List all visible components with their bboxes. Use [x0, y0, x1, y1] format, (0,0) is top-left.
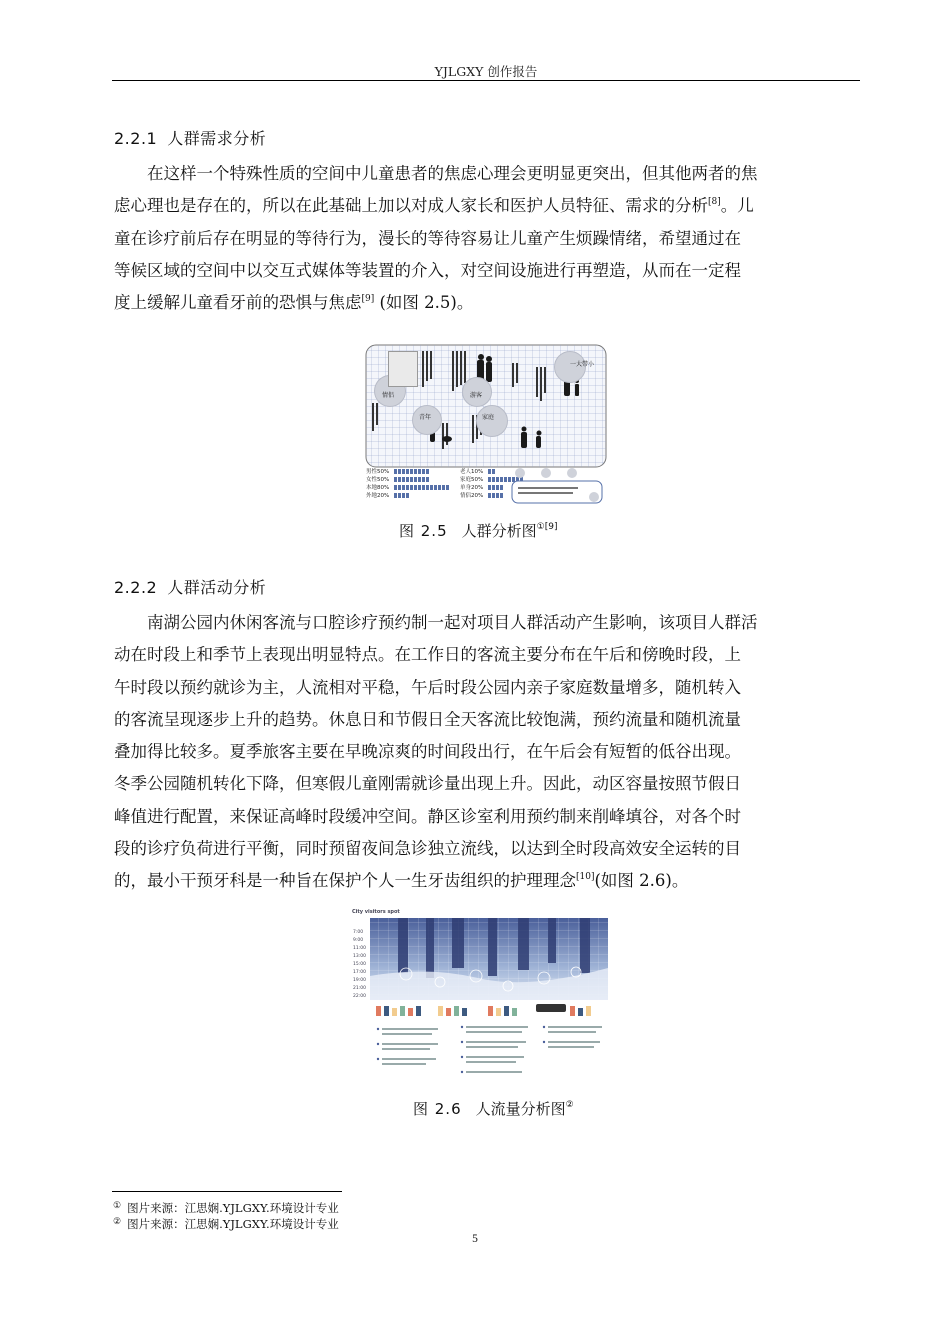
figure-caption-2-5: [399, 520, 557, 541]
para-line: 午时段以预约就诊为主，人流相对平稳，午后时段公园内亲子家庭数量增多，随机转入: [114, 677, 741, 697]
footnote-2: [113, 1216, 339, 1232]
time-label: 7:00: [353, 930, 364, 935]
para-line: 度上缓解儿童看牙前的恐惧与焦虑[9] (如图 2.5)。: [114, 293, 474, 313]
figure-label: 图 2.5: [399, 522, 448, 540]
footnote-mark: ②: [113, 1217, 122, 1227]
time-label: 13:00: [353, 954, 366, 959]
section-number: 2.2.1: [114, 129, 158, 148]
tag-adult-child: 一大带小: [570, 361, 595, 368]
section-title: 人群活动分析: [167, 578, 267, 597]
figure-title: 人群分析图: [461, 522, 537, 540]
footnote-rule: [112, 1191, 342, 1192]
header-rule: [112, 80, 860, 81]
footnote-mark: ②: [565, 1100, 574, 1110]
stats-left: [366, 467, 450, 499]
category-circle: [476, 405, 508, 437]
paragraph-crowd-activity: [114, 607, 860, 898]
citation-ref: [9]: [361, 294, 375, 305]
para-line: 虑心理也是存在的，所以在此基础上加以对成人家长和医护人员特征、需求的分析[8]。儿: [114, 196, 754, 216]
footnote-mark: ①: [536, 522, 545, 532]
time-label: 15:00: [353, 962, 366, 967]
para-line: 叠加得比较多。夏季旅客主要在早晚凉爽的时间段出行，在午后会有短暂的低谷出现。: [114, 742, 741, 762]
para-line: 童在诊疗前后存在明显的等待行为，漫长的等待容易让儿童产生烦躁情绪，希望通过在: [114, 228, 741, 248]
stat-row: 本地80%: [366, 483, 450, 491]
stat-row: 外地20%: [366, 491, 450, 499]
citation-ref: [9]: [544, 522, 558, 532]
time-label: 21:00: [353, 986, 366, 991]
citation-ref: [8]: [708, 197, 721, 208]
para-line: 的，最小干预牙科是一种旨在保护个人一生牙齿组织的护理理念[10](如图 2.6)。: [114, 871, 689, 891]
stat-row: 情侣20%: [460, 491, 524, 499]
tag-youth: 青年: [419, 414, 432, 421]
section-heading-2-2-2: [114, 575, 266, 598]
time-label: 17:00: [353, 970, 366, 975]
para-line: 等候区域的空间中以交互式媒体等装置的介入，对空间设施进行再塑造，从而在一定程: [114, 260, 741, 280]
legend-box: [508, 467, 608, 505]
chart-heading: City visitors spot: [352, 909, 400, 915]
stat-row: 老人10%: [460, 467, 524, 475]
paragraph-crowd-demand: [114, 158, 860, 319]
footnote-text: 图片来源：江思娴.YJLGXY.环境设计专业: [127, 1217, 339, 1231]
footnote-text: 图片来源：江思娴.YJLGXY.环境设计专业: [127, 1201, 339, 1215]
figure-crowd-analysis: [364, 343, 608, 506]
citation-ref: [10]: [576, 872, 595, 883]
para-line: 南湖公园内休闲客流与口腔诊疗预约制一起对项目人群活动产生影响，该项目人群活: [147, 613, 758, 632]
para-line: 段的诊疗负荷进行平衡，同时预留夜间急诊独立流线，以达到全时段高效安全运转的目: [114, 839, 741, 859]
para-line: 冬季公园随机转化下降，但寒假儿童刚需就诊量出现上升。因此，动区容量按照节假日: [114, 774, 741, 794]
time-label: 11:00: [353, 946, 366, 951]
stat-row: 女性50%: [366, 475, 450, 483]
section-title: 人群需求分析: [167, 129, 267, 148]
stat-row: 男性50%: [366, 467, 450, 475]
para-line: 动在时段上和季节上表现出明显特点。在工作日的客流主要分布在午后和傍晚时段，上: [114, 645, 741, 665]
figure-label: 图 2.6: [413, 1100, 462, 1118]
section-heading-2-2-1: [114, 126, 266, 149]
para-line: 峰值进行配置，来保证高峰时段缓冲空间。静区诊室利用预约制来削峰填谷，对各个时: [114, 806, 741, 826]
tag-tourist: 游客: [470, 392, 483, 399]
time-label: 22:00: [353, 994, 366, 999]
figure-crowd-flow: [348, 906, 610, 1082]
section-number: 2.2.2: [114, 578, 158, 597]
time-label: 9:00: [353, 938, 364, 943]
couple-photo: [388, 351, 418, 387]
tag-family: 家庭: [482, 414, 495, 421]
tag-couple: 情侣: [382, 392, 395, 399]
figure-caption-2-6: [413, 1098, 574, 1119]
time-label: 19:00: [353, 978, 366, 983]
stat-row: 单身20%: [460, 483, 524, 491]
figure-title: 人流量分析图: [475, 1100, 566, 1118]
footnote-1: [113, 1200, 339, 1216]
footnote-mark: ①: [113, 1201, 122, 1211]
running-header: YJLGXY 创作报告: [434, 64, 538, 79]
page-number: 5: [472, 1233, 478, 1245]
para-line: 的客流呈现逐步上升的趋势。休息日和节假日全天客流比较饱满，预约流量和随机流量: [114, 709, 741, 729]
crowd-flow-graphic: [348, 906, 610, 1082]
para-line: 在这样一个特殊性质的空间中儿童患者的焦虑心理会更明显更突出，但其他两者的焦: [147, 164, 758, 183]
stat-row: 家庭50%: [460, 475, 524, 483]
